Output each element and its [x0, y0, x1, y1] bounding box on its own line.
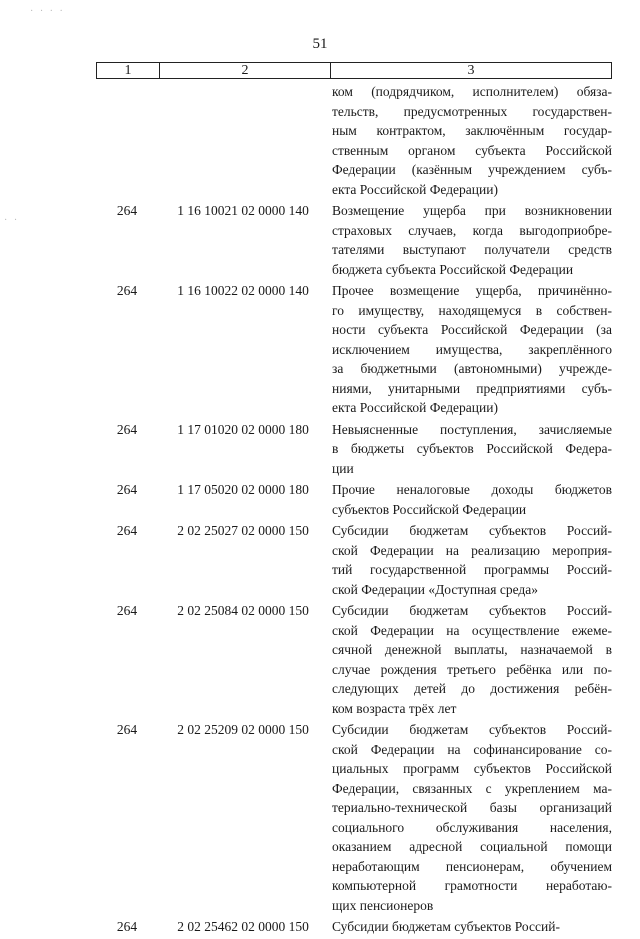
description-cell [328, 720, 612, 915]
description-cell [328, 420, 612, 479]
budget-code-cell [158, 82, 328, 199]
description-line: ской Федерации на софинансирование со- [332, 741, 612, 757]
table-header [96, 62, 612, 79]
description-line: ным контрактом, заключённым государ- [332, 123, 612, 138]
description-line: ской Федерации на реализацию мероприя- [332, 542, 612, 558]
description-line: териально-технической базы организаций [332, 800, 612, 815]
description-line: тий государственной программы Россий- [332, 562, 612, 577]
description-line: Субсидии бюджетам субъектов Россий- [332, 523, 612, 538]
admin-code-cell: 264 [116, 203, 138, 218]
description-line: Федерации (казённым учреждением субъ- [332, 162, 612, 177]
table-row [96, 82, 612, 199]
table-row [96, 480, 612, 519]
description-line: циальных программ субъектов Российской [332, 761, 612, 776]
description-line: сячной денежной выплаты, назначаемой в [332, 642, 612, 657]
header-col-1: 1 [97, 63, 160, 78]
description-line: Прочее возмещение ущерба, причинённо- [332, 283, 612, 298]
header-col-2: 2 [160, 63, 331, 78]
admin-code-cell: 264 [116, 722, 138, 737]
description-line: ственным органом субъекта Российской [332, 142, 612, 158]
admin-code-cell: 264 [116, 482, 138, 497]
table-body [96, 82, 612, 939]
table-row [96, 420, 612, 479]
description-line: ниями, унитарными предприятиями субъ- [332, 380, 612, 396]
description-cell [328, 281, 612, 418]
description-line: щих пенсионеров [332, 897, 434, 913]
description-line: тателями выступают получатели средств [332, 242, 612, 257]
description-line: Субсидии бюджетам субъектов Россий- [332, 603, 612, 618]
budget-code-cell: 2 02 25027 02 0000 150 [177, 523, 309, 538]
description-line: Невыясненные поступления, зачисляемые [332, 421, 612, 437]
description-cell [328, 201, 612, 279]
admin-code-cell: 264 [116, 603, 138, 618]
description-cell [328, 601, 612, 718]
description-line: страховых случаев, когда выгодоприобре- [332, 222, 612, 238]
description-line: бюджета субъекта Российской Федерации [332, 261, 574, 277]
description-line: неработающим пенсионерам, обучением [332, 858, 612, 874]
header-col-3: 3 [467, 63, 475, 78]
table-row [96, 720, 612, 915]
description-line: екта Российской Федерации) [332, 181, 498, 197]
admin-code-cell: 264 [116, 421, 138, 437]
budget-code-cell: 1 16 10022 02 0000 140 [177, 283, 309, 298]
table-row [96, 201, 612, 279]
budget-code-cell: 2 02 25209 02 0000 150 [177, 722, 309, 737]
budget-code-cell: 1 16 10021 02 0000 140 [177, 203, 309, 218]
budget-code-cell: 2 02 25462 02 0000 150 [177, 919, 309, 934]
description-line: следующих детей до достижения ребён- [332, 681, 612, 696]
admin-code-cell [96, 82, 158, 199]
description-line: оказанием адресной социальной помощи [332, 839, 612, 854]
description-line: за бюджетными (автономными) учрежде- [332, 361, 612, 376]
description-line: Субсидии бюджетам субъектов Россий- [332, 722, 612, 737]
description-line: ской Федерации «Доступная среда» [332, 581, 539, 597]
description-line: екта Российской Федерации) [332, 400, 498, 415]
scan-mark: · · [4, 215, 20, 226]
admin-code-cell: 264 [116, 523, 138, 538]
description-line: го имуществу, находящемуся в собствен- [332, 302, 612, 318]
description-line: ком (подрядчиком, исполнителем) обяза- [332, 84, 612, 99]
description-line: случае рождения третьего ребёнка или по- [332, 661, 612, 677]
description-line: Субсидии бюджетам субъектов Россий- [332, 919, 560, 934]
description-line: Возмещение ущерба при возникновении [332, 203, 612, 218]
description-cell [328, 521, 612, 599]
table-row [96, 281, 612, 418]
admin-code-cell: 264 [116, 283, 138, 298]
description-line: тельств, предусмотренных государствен- [332, 103, 612, 119]
description-line: социального обслуживания населения, [332, 819, 612, 835]
admin-code-cell: 264 [116, 919, 138, 934]
scan-mark: · · · · [30, 6, 65, 17]
table-row [96, 521, 612, 599]
description-line: ности субъекта Российской Федерации (за [332, 322, 612, 337]
budget-code-cell: 1 17 05020 02 0000 180 [177, 482, 309, 497]
description-line: ции [332, 460, 354, 476]
description-line: исключением имущества, закреплённого [332, 341, 612, 357]
description-line: компьютерной грамотности неработаю- [332, 878, 612, 893]
table-row [96, 917, 612, 937]
description-line: Прочие неналоговые доходы бюджетов [332, 482, 612, 497]
description-cell [328, 917, 612, 937]
description-line: субъектов Российской Федерации [332, 501, 527, 517]
description-line: ской Федерации на осуществление ежеме- [332, 622, 612, 638]
description-line: ком возраста трёх лет [332, 700, 457, 716]
description-line: Федерации, связанных с укреплением ма- [332, 780, 612, 796]
description-line: в бюджеты субъектов Российской Федера- [332, 441, 612, 456]
budget-code-cell: 1 17 01020 02 0000 180 [177, 421, 309, 437]
description-cell [328, 480, 612, 519]
budget-code-cell: 2 02 25084 02 0000 150 [177, 603, 309, 618]
table-row [96, 601, 612, 718]
description-cell [328, 82, 612, 199]
page-number: 51 [312, 36, 328, 52]
